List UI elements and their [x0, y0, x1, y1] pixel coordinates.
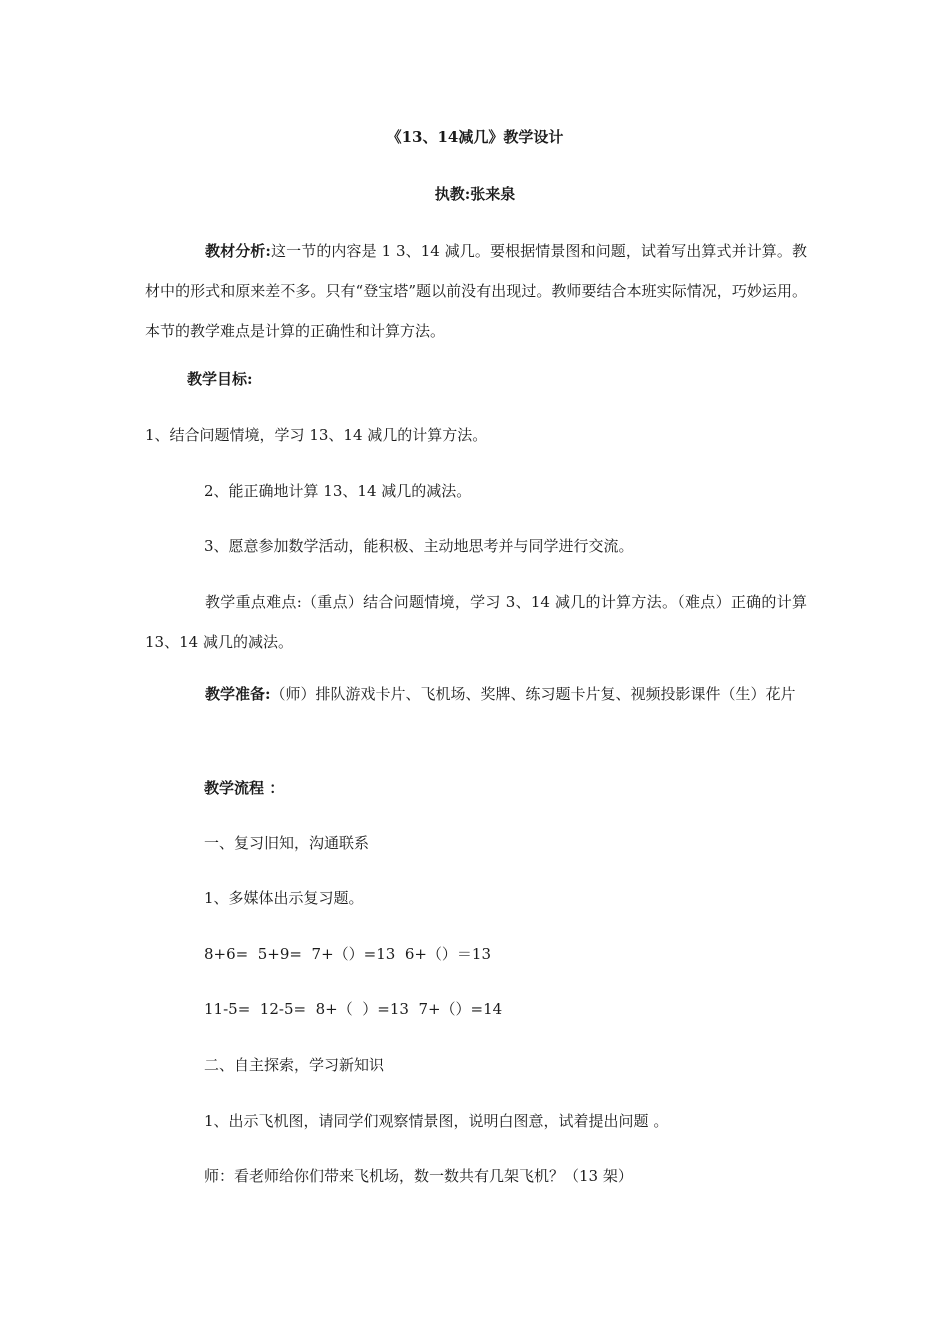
goal-item-3: 3、愿意参加数学活动，能积极、主动地思考并与同学进行交流。 [204, 537, 634, 555]
exercise-row-1: 8+6= 5+9= 7+（）=13 6+（）＝13 [204, 945, 492, 963]
goal-item-1: 1、结合问题情境，学习 13、14 减几的计算方法。 [145, 426, 488, 444]
goal-item-2: 2、能正确地计算 13、14 减几的减法。 [204, 482, 472, 500]
document-title: 《13、14减几》教学设计 [386, 128, 564, 146]
key-points-paragraph: 教学重点难点:（重点）结合问题情境，学习 3、14 减几的计算方法。（难点）正确的计算 13、14 减几的减法。 [145, 593, 807, 651]
section-heading-1: 一、复习旧知，沟通联系 [204, 834, 370, 852]
step-item-1: 1、多媒体出示复习题。 [204, 889, 364, 907]
preparation-label: 教学准备: [205, 685, 271, 703]
preparation-paragraph [145, 674, 807, 714]
exercise-row-2: 11-5= 12-5= 8+（ ）=13 7+（）=14 [204, 1000, 503, 1018]
teacher-line: 师：看老师给你们带来飞机场，数一数共有几架飞机？（13 架） [204, 1167, 633, 1185]
author-line: 执教:张来泉 [434, 185, 516, 203]
step-item-2: 1、出示飞机图，请同学们观察情景图，说明白图意，试着提出问题 。 [204, 1112, 669, 1130]
goals-heading: 教学目标: [187, 370, 253, 388]
preparation-text: （师）排队游戏卡片、飞机场、奖牌、练习题卡片复、视频投影课件（生）花片 [270, 685, 796, 703]
analysis-label: 教材分析: [205, 242, 271, 260]
analysis-text: 这一节的内容是 1 3、14 减几。要根据情景图和问题，试着写出算式并计算。教材中的形式和原来差不多。只有“登宝塔”题以前没有出现过。教师要结合本班实际情况，巧妙运用。本节的教学难点是计算的正确性和计算方法。 [145, 242, 807, 340]
section-heading-2: 二、自主探索，学习新知识 [204, 1056, 385, 1074]
analysis-paragraph [145, 231, 807, 351]
process-heading: 教学流程 ： [204, 779, 285, 797]
